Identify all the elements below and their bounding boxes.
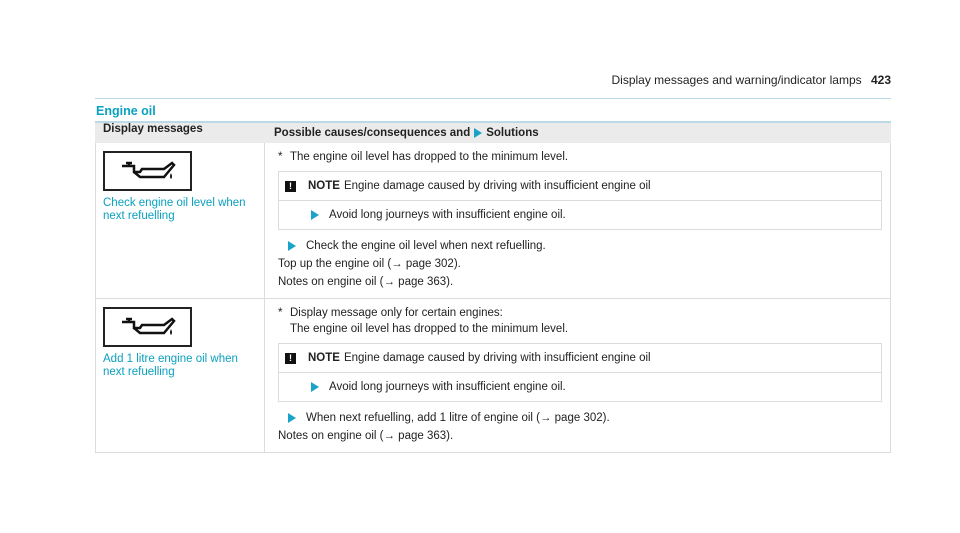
causes-cell [265,299,890,452]
display-message-text: Check engine oil level when next refuelling [103,197,246,222]
action-arrow-icon [288,413,296,423]
page-reference[interactable]: Notes on engine oil (→ page 363). [278,276,454,288]
solution-action: Check the engine oil level when next refuelling. [278,238,882,254]
solution-arrow-icon [474,128,482,138]
causes-cell [265,143,890,298]
oil-can-icon [103,151,192,191]
table-row [95,143,891,299]
warning-icon: ! [285,181,296,192]
col-display-messages: Display messages [103,123,203,135]
table-row [95,299,891,453]
running-header [612,73,892,87]
action-arrow-icon [311,210,319,220]
warning-icon: ! [285,353,296,364]
note-box [278,343,882,402]
page-reference[interactable]: Notes on engine oil (→ page 363). [278,430,454,442]
oil-can-icon [103,307,192,347]
display-message-text: Add 1 litre engine oil when next refuelling [103,353,238,378]
note-box [278,171,882,230]
action-arrow-icon [311,382,319,392]
messages-table [95,121,891,453]
page-reference[interactable]: Top up the engine oil (→ page 302). [278,258,461,270]
header-title: Display messages and warning/indicator lamps [611,73,862,87]
header-divider [95,98,891,99]
note-line: ! NOTE Engine damage caused by driving with insufficient engine oil [279,172,881,201]
cause-item: The engine oil level has dropped to the minimum level. [290,323,569,335]
page-number: 423 [870,73,891,87]
section-title: Engine oil [96,104,156,118]
note-action: Avoid long journeys with insufficient engine oil. [279,373,881,401]
table-header [95,123,891,143]
cause-item: * The engine oil level has dropped to the minimum level. [278,151,569,163]
note-line: ! NOTE Engine damage caused by driving with insufficient engine oil [279,344,881,373]
message-cell [96,143,265,298]
action-arrow-icon [288,241,296,251]
cause-item: * Display message only for certain engines: [278,307,503,319]
message-cell [96,299,265,452]
solution-action: When next refuelling, add 1 litre of engine oil (→ page 302). [278,410,882,426]
col-causes-solutions: Possible causes/consequences and Solutions [274,127,539,139]
note-action: Avoid long journeys with insufficient engine oil. [279,201,881,229]
